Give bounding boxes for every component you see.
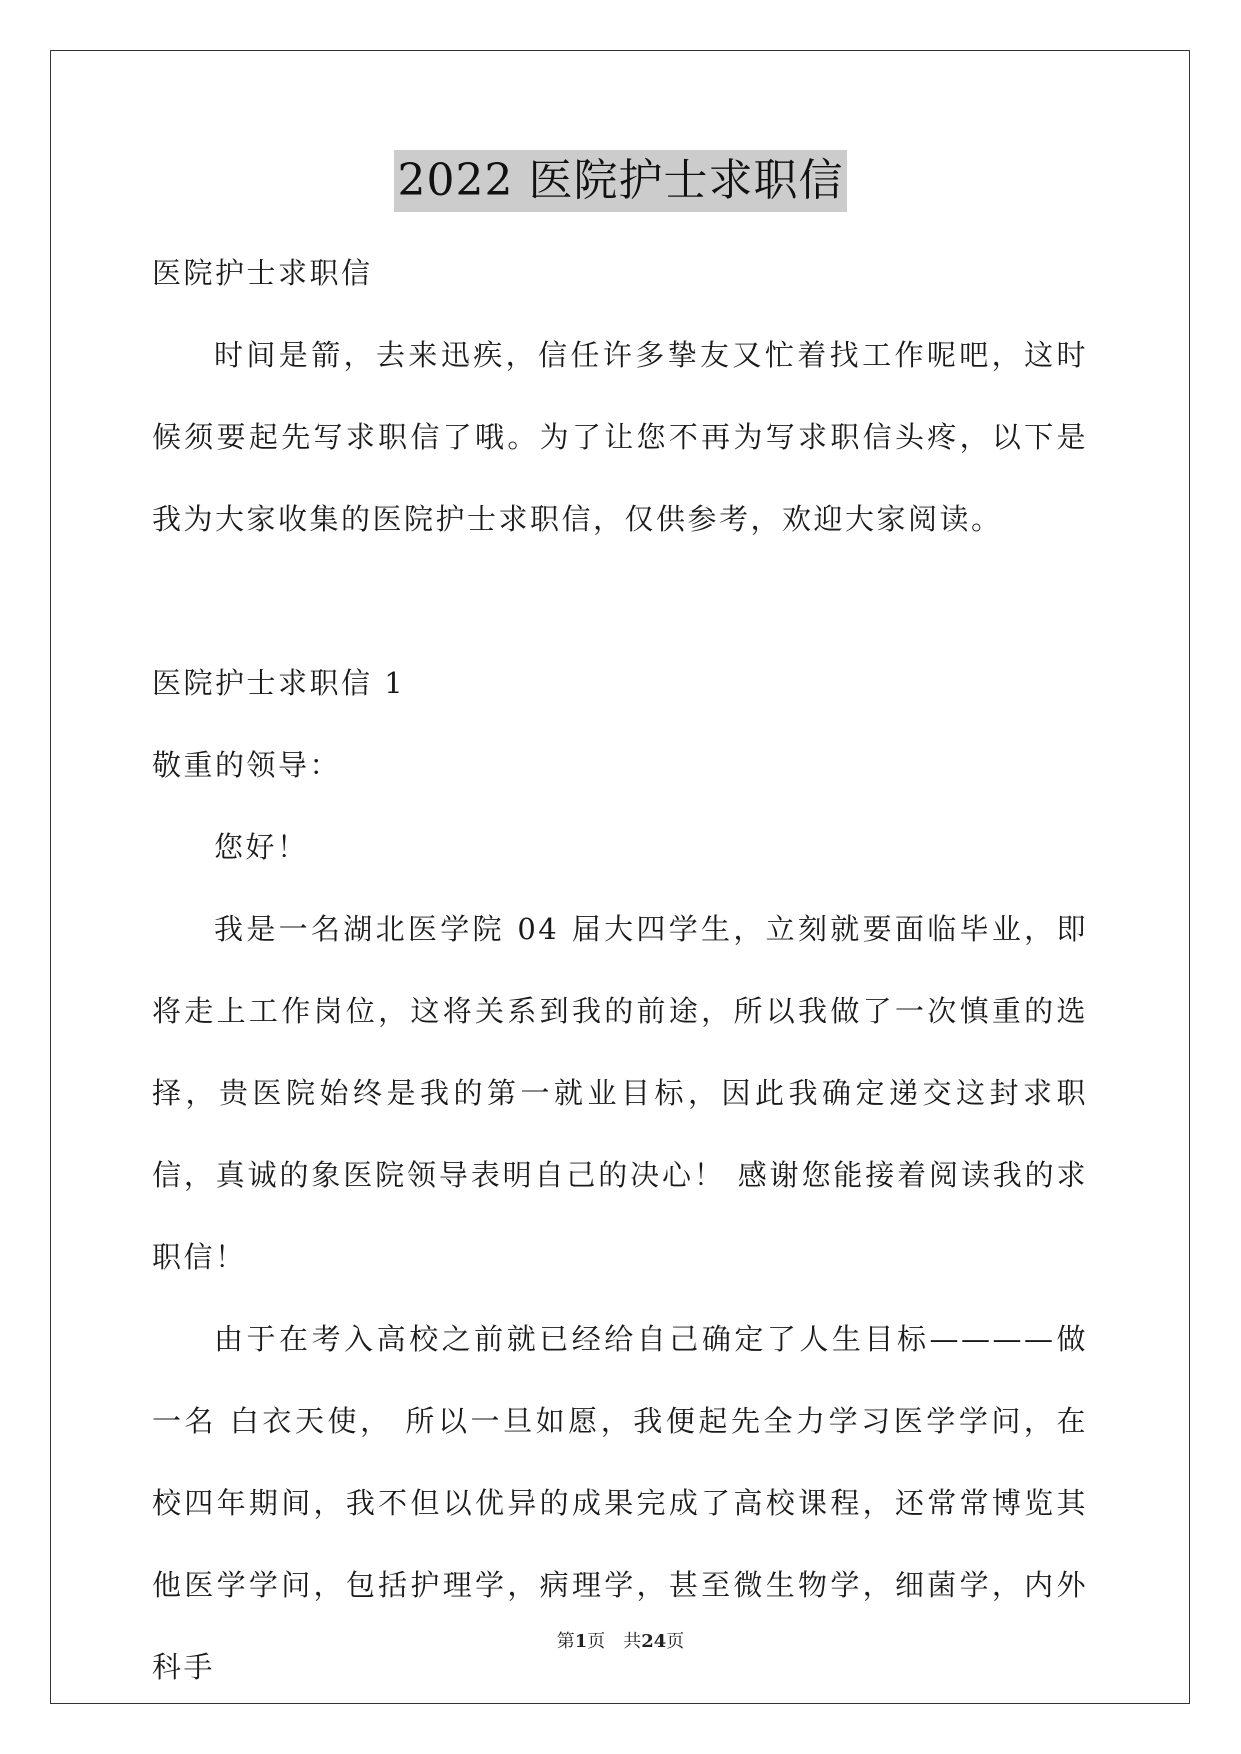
paragraph-spacer [152, 560, 1088, 642]
salutation: 敬重的领导： [152, 748, 342, 782]
current-page-number: 1 [574, 1631, 588, 1652]
footer-prefix: 第 [556, 1631, 575, 1652]
greeting: 您好！ [214, 830, 309, 864]
body-paragraph: 由于在考入高校之前就已经给自己确定了人生目标————做一名 白衣天使， 所以一旦如愿，我便起先全力学习医学学问，在校四年期间，我不但以优异的成果完成了高校课程，还常常博览其他医学学问，包括护理学，病理学，甚至微生物学，细菌学，内外科手 [152, 1322, 1088, 1684]
document-body [152, 232, 1088, 1708]
section-heading: 医院护士求职信 [152, 256, 373, 290]
letter-heading: 医院护士求职信 1 [152, 666, 406, 700]
intro-paragraph: 时间是箭，去来迅疾，信任许多挚友又忙着找工作呢吧，这时候须要起先写求职信了哦。为了让您不再为写求职信头疼，以下是我为大家收集的医院护士求职信，仅供参考，欢迎大家阅读。 [152, 338, 1088, 536]
total-pages-number: 24 [641, 1631, 667, 1652]
footer-suffix: 页 [666, 1631, 685, 1652]
body-paragraph: 我是一名湖北医学院 04 届大四学生，立刻就要面临毕业，即将走上工作岗位，这将关系到我的前途，所以我做了一次慎重的选择，贵医院始终是我的第一就业目标，因此我确定递交这封求职信，真诚的象医院领导表明自己的决心！ 感谢您能接着阅读我的求职信！ [152, 912, 1088, 1274]
page-footer [0, 1627, 1241, 1653]
document-title: 2022 医院护士求职信 [394, 150, 848, 212]
footer-middle: 页 共 [587, 1631, 642, 1652]
title-container [0, 150, 1241, 212]
